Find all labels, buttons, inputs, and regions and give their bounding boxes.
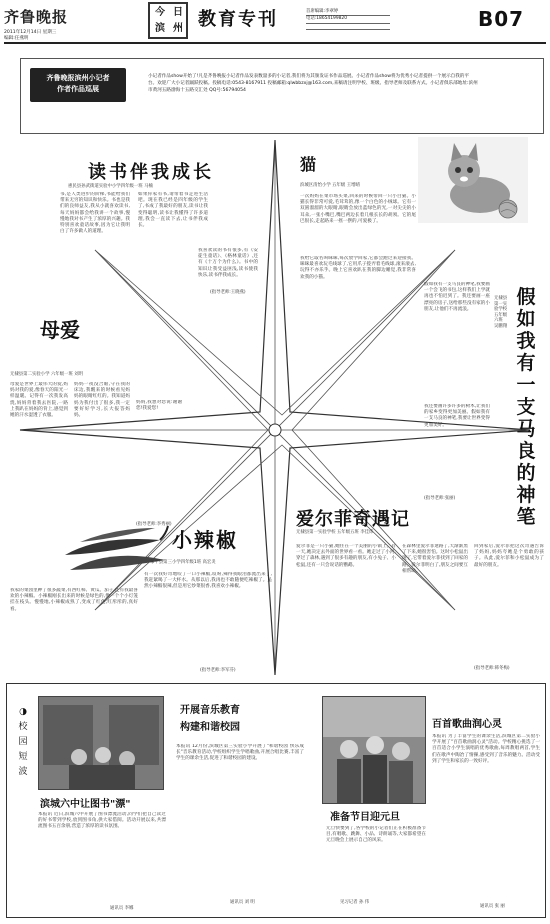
stamp-char: 滨 — [155, 23, 165, 34]
news-credit: 通讯员 刘 明 — [230, 900, 255, 905]
date-line: 2011年12月14日 星期三 — [4, 30, 57, 35]
article-title-chili: 小辣椒 — [172, 528, 238, 552]
library-photo — [38, 696, 164, 790]
news-credit: 通讯员 李娜 — [110, 906, 134, 911]
article-body: 书,是人类进步的阶梯,书能给我们带来无穷的知识和快乐。书也是我们的良师益友,我从小就喜欢读书,每天妈妈都会给我讲一个故事,慢慢地我对书产生了浓厚的兴趣。我特别喜欢童话故事,因为它让我明白了许多做人的道理。 — [60, 192, 130, 235]
news-body: 本报讯 12月份,滨城区第三实验小学开展了"和谐校园 快乐成长"音乐教育活动,学校组织学生学唱歌曲,开展合唱比赛,丰富了学生的课余生活,促进了和谐校园的建设。 — [176, 744, 304, 762]
article-teacher: (指导老师:张丽) — [424, 496, 456, 501]
chili-photo — [60, 520, 170, 580]
news-title-new-year: 准备节目迎元旦 — [330, 812, 400, 823]
editor-phone: 电话:18654199820 — [306, 16, 390, 23]
title-line: 构建和谐校园 — [180, 722, 240, 733]
section-title: 教育专刊 — [198, 9, 278, 30]
article-body: 我还要画许多许多的树木,让我们的家乡变得更加美丽。假如我有一支马良的神笔,我要让世界变得更加美好。 — [424, 404, 490, 428]
news-title-songs: 百首歌曲润心灵 — [432, 719, 502, 730]
article-teacher: (指导老师:李军芬) — [200, 668, 236, 673]
label-char: 短 — [18, 752, 28, 762]
editor-line: 编辑:任燕明 — [4, 36, 29, 41]
news-title-library: 滨城六中让图书"漂" — [40, 799, 131, 810]
newspaper-logo: 齐鲁晚报 — [4, 8, 69, 26]
article-byline: 无棣县第一实验学校 五年级五班 李佳炜 — [296, 530, 374, 535]
article-title-magic-brush: 假如我有一支马良的神笔 — [516, 286, 536, 528]
article-body: 假如我有一支马良的神笔,我要画一个会飞的书包,这样我们上学就再也不怕迟到了。我还要画一座漂亮的房子,送给那些没有家的小朋友,让他们不再流浪。 — [424, 282, 490, 312]
photo-scene — [323, 697, 426, 804]
editor-info — [306, 9, 390, 35]
article-body: 我家的菜园里种了很多蔬菜,有西红柿、黄瓜、茄子,还有我最喜欢的小辣椒。小辣椒刚长出来的时候是绿色的,像一个个小灯笼挂在枝头。慢慢地,小辣椒成熟了,变成了红色,红彤彤的,真好看。 — [10, 588, 138, 612]
photo-scene — [39, 697, 164, 790]
article-byline: 滨城区清怡小学 五年级 王增晴 — [300, 183, 360, 188]
label-char: 校 — [18, 722, 28, 732]
news-body: 元旦快要到了,各学校的小记者们正在积极准备节目,有唱歌、跳舞、小品、诗朗诵等,大家都希望在元旦晚会上展示自己的风采。 — [326, 826, 426, 844]
article-body: 如果你家有书,请带着书走进生活吧。现在我已经是四年级的学生了,书成了我最好的朋友,读书让我变得聪明,读书让我懂得了许多道理,我会一直读下去,让书伴我成长。 — [138, 192, 208, 229]
article-title-alfie: 爱尔菲奇遇记 — [296, 509, 410, 530]
news-credit: 见习记者 孙 伟 — [340, 900, 370, 905]
article-title-grow: 读书伴我成长 — [88, 162, 214, 183]
club-badge — [30, 68, 126, 102]
article-body: 有一次我好奇地咬了一口小辣椒,哎呀,辣得我眼泪都流出来了,我赶紧喝了一大杯水。从那以后,我再也不敢随便吃辣椒了。虽然小辣椒很辣,但是用它炒菜很香,我喜欢小辣椒。 — [144, 572, 272, 590]
article-body: 一次妈妈在菜市场买菜,回来的时候带回一只小白猫。小猫长得非常可爱,毛茸茸的,像一个白色的小绒球。它有一双圆溜溜的大眼睛,眼睛会放出蓝绿色的光,一对尖尖的小耳朵,一张小嘴巴,嘴巴两边长着几根长长的胡须。它的尾巴很长,走起路来一摇一摆的,可爱极了。 — [300, 194, 416, 224]
article-teacher: (指导老师:韩冬梅) — [474, 666, 510, 671]
article-body: 母爱是世界上最伟大的爱,妈妈对我的爱,像春天的阳光一样温暖。记得有一次我发高烧,妈妈背着我去医院,一路上我趴在妈妈的背上,感觉到她的汗水湿透了衣服。 — [10, 382, 68, 419]
article-teacher: (指导老师:王晓燕) — [210, 290, 246, 295]
article-byline: 惠民县孙武街道实验中小学四年级一班 马楠 — [68, 184, 153, 189]
stamp-char: 日 — [173, 7, 183, 18]
club-notice-text: 小记者作品show开始了!凡是齐鲁晚报小记者作品发表数量多的小记者,我们将为其颁发证书作品巡展。小记者作品show将为优秀小记者提供一个展示自我的平台。欢迎广大小记者踊跃投稿。投稿电话:0543-8167911 投稿邮箱:qlwbbzxj@163.com,来稿请注明学校、班级、指导老师及联系方式。小记者俱乐部地址:滨州市黄河五路渤海十五路交汇处 QQ号:56794054 — [148, 74, 478, 93]
masthead-rule — [4, 42, 546, 44]
label-char: 园 — [18, 737, 28, 747]
article-body: 回到家后,爱尔菲把这次奇遇告诉了妈妈,妈妈夸她是个勇敢的孩子。从此,爱尔菲和小松鼠成为了最好的朋友。 — [474, 544, 544, 568]
title-line: 开展音乐教育 — [180, 705, 240, 716]
campus-news-label — [16, 705, 30, 780]
article-byline: 无棣县第二实验小学 六年级一班 刘玥 — [10, 372, 84, 377]
article-title-mother: 母爱 — [40, 318, 80, 342]
article-body: 在森林里爱尔菲迷路了,天渐渐黑了下来,她很害怕。这时小松鼠出现了,它带着爱尔菲找到了回家的路。爱尔菲明白了,朋友之间要互相帮助。 — [402, 544, 468, 574]
article-body: 我给它取名叫咪咪,每次放学回家,它都会跑过来迎接我。咪咪最喜欢玩毛线球了,它用爪子拨弄着毛线球,滚来滚去,玩得不亦乐乎。晚上它喜欢趴在我的脚边睡觉,我非常喜欢我的小猫。 — [300, 256, 416, 280]
stamp-char: 今 — [155, 7, 165, 18]
article-teacher: (指导老师:李秀丽) — [136, 522, 172, 527]
page-number: B07 — [478, 7, 525, 31]
label-char: ◑ — [19, 707, 27, 717]
badge-line: 作者作品巡展 — [57, 85, 99, 93]
today-binzhou-stamp — [148, 2, 188, 39]
issue-date — [4, 30, 56, 42]
article-body: 爱尔菲是一只小猫,她住在一个美丽的小镇上。有一天,她决定去外面的世界看一看。她走过了小河,穿过了森林,遇到了很多有趣的朋友,有小兔子、小松鼠,还有一只会说话的鹦鹉。 — [296, 544, 396, 568]
stamp-char: 州 — [173, 23, 183, 34]
article-body: 妈妈一夜没合眼,守在我的床边,我醒来的时候看见妈妈的眼睛红红的。我知道妈妈为我付出了很多,我一定要好好学习,长大报答妈妈。 — [74, 382, 130, 419]
chief-editor: 首席编辑:李翠婷 — [306, 9, 390, 16]
article-byline: 邹平县第三小学四年级1班 高宏炎 — [150, 560, 216, 565]
cat-photo — [418, 137, 528, 223]
news-body: 本报讯 为了丰富学生的课余生活,滨城区第二实验小学开展了"百首歌曲润心灵"活动。学校精心挑选了一百首适合小学生演唱的优秀歌曲,每周教唱两首,学生们在歌声中陶冶了情操,感受到了音乐的魅力。活动受到了学生和家长的一致好评。 — [432, 734, 540, 764]
label-char: 波 — [18, 767, 28, 777]
article-body: 我喜欢读的书有很多,有《安徒生童话》、《格林童话》,还有《十万个为什么》。书中的知识让我受益匪浅,读书使我快乐,读书伴我成长。 — [198, 248, 258, 278]
article-byline: 无棣县第一实验学校 五年级六班 吴鹏翔 — [494, 296, 508, 329]
students-photo — [322, 696, 426, 804]
news-body: 本报讯 近日,滨城六中开展了图书漂流活动,同学们把自己读过的好书带到学校,放到图书角,供大家借阅。活动开展以来,共漂流图书五百余册,营造了浓厚的读书氛围。 — [38, 812, 166, 830]
editor-extra — [306, 24, 390, 30]
badge-line: 齐鲁晚报滨州小记者 — [46, 74, 110, 82]
article-body: 妈妈,我想对您说:谢谢您!我爱您! — [136, 400, 182, 412]
news-credit: 通讯员 张 丽 — [480, 904, 505, 909]
news-title-music — [180, 702, 240, 736]
article-title-cat: 猫 — [300, 155, 317, 174]
